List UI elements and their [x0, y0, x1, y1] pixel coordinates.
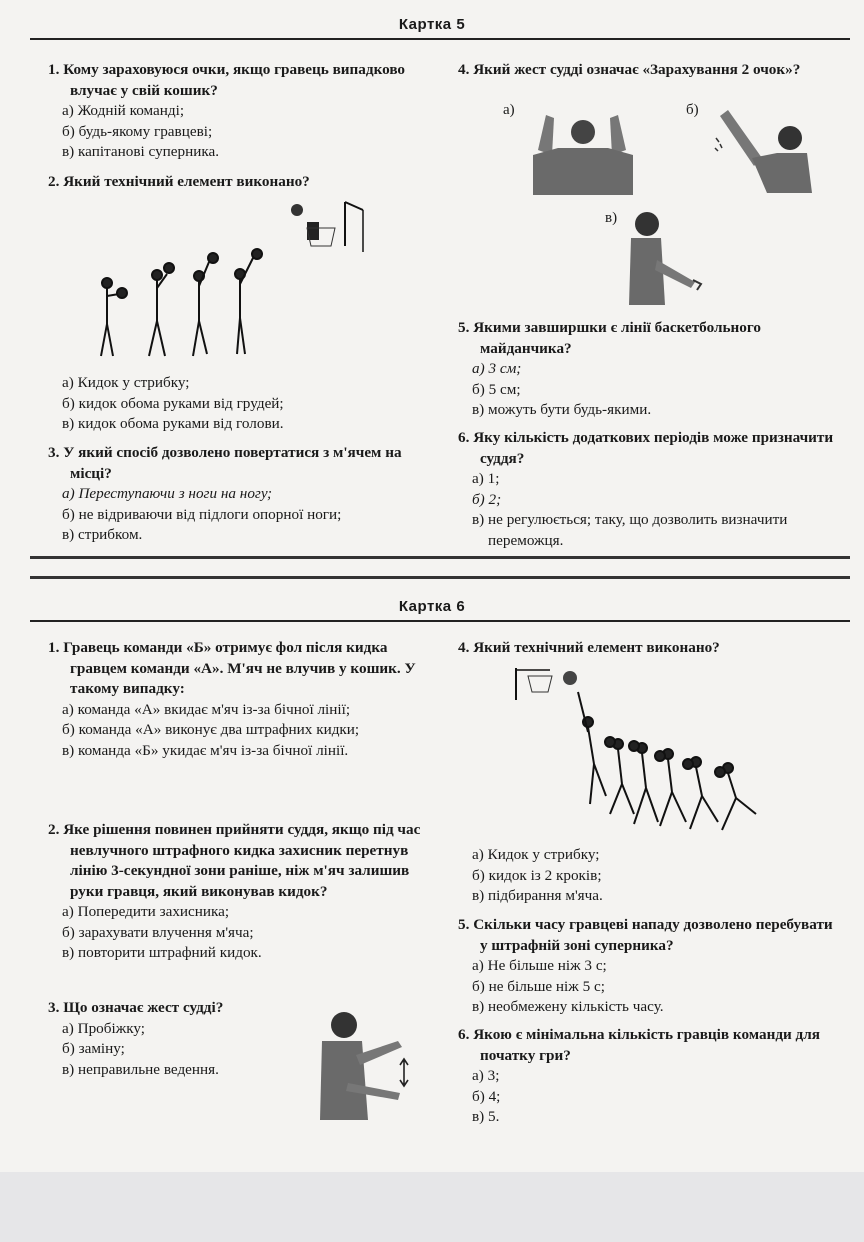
option-a: а) 1;: [472, 470, 500, 487]
option-c: в) капітанові суперника.: [62, 143, 220, 160]
question-text: 1. Гравець команди «Б» отримує фол після кидка гравцем команди «А». М'яч не влучив у кошик. У такому випадку:: [48, 639, 416, 697]
option-a: а) Кидок у стрибку;: [472, 846, 600, 863]
option-b: б) зарахувати влучення м'яча;: [62, 923, 254, 941]
question-text: 4. Який технічний елемент виконано?: [458, 639, 720, 656]
option-c: в) повторити штрафний кидок.: [62, 944, 262, 961]
option-a: а) Кидок у стрибку;: [62, 374, 190, 391]
card5-question-4: [458, 60, 843, 81]
option-a: а) команда «А» вкидає м'яч із-за бічної лінії;: [62, 700, 351, 718]
card-separator-bottom: [30, 576, 850, 579]
jump-shot-sequence-figure: [95, 196, 375, 371]
option-a: а) Не більше ніж 3 с;: [472, 957, 607, 974]
card6-question-5: [458, 915, 843, 1018]
option-b: б) не більше ніж 5 с;: [472, 977, 605, 995]
card5-question-3: [48, 443, 428, 546]
referee-gesture-b-figure: [712, 108, 817, 193]
card6-question-1: [48, 638, 428, 761]
option-a: а) Попередити захисника;: [62, 903, 230, 920]
option-a: а) Жодній команді;: [62, 102, 185, 119]
referee-gesture-figure: [318, 1005, 418, 1120]
gesture-label-c: в): [605, 210, 618, 226]
card-separator-top: [30, 556, 850, 559]
option-b: б) заміну;: [62, 1040, 125, 1057]
card6-question-2: [48, 820, 428, 964]
question-text: 2. Який технічний елемент виконано?: [48, 173, 310, 190]
question-text: 3. У який спосіб дозволено повертатися з м'ячем на місці?: [48, 444, 402, 482]
card6-question-6: [458, 1025, 843, 1128]
option-b: б) 4;: [472, 1087, 501, 1105]
option-a: а) Пробіжку;: [62, 1019, 145, 1037]
option-c: в) стрибком.: [62, 526, 143, 543]
option-c: в) кидок обома руками від голови.: [62, 415, 284, 432]
option-b: б) команда «А» виконує два штрафних кидки;: [62, 721, 360, 738]
card6-title: Картка 6: [398, 598, 466, 615]
option-c: в) 5.: [472, 1108, 500, 1125]
card5-title: Картка 5: [398, 16, 466, 33]
option-b: б) 2;: [472, 490, 502, 508]
option-a: а) Переступаючи з ноги на ногу;: [62, 485, 273, 502]
card6-question-3: [48, 998, 298, 1080]
referee-gesture-a-figure: [528, 110, 638, 195]
card6-top-rule: [30, 620, 850, 622]
gesture-label-b: б): [686, 102, 699, 118]
question-text: 5. Скільки часу гравцеві нападу дозволено перебувати у штрафній зоні суперника?: [458, 916, 833, 954]
layup-sequence-figure: [510, 664, 775, 836]
card5-question-2-options: [48, 373, 428, 435]
card5-question-5: [458, 318, 843, 421]
question-text: 6. Яку кількість додаткових періодів може призначити суддя?: [458, 429, 834, 467]
option-c: в) підбирання м'яча.: [472, 887, 603, 904]
option-b: б) 5 см;: [472, 380, 521, 398]
option-a: а) 3 см;: [472, 360, 522, 377]
card5-question-2: [48, 172, 428, 193]
option-c: в) необмежену кількість часу.: [472, 998, 664, 1015]
option-b: б) не відриваючи від підлоги опорної ноги;: [62, 505, 342, 523]
question-text: 5. Якими завширшки є лінії баскетбольного майданчика?: [458, 319, 761, 357]
option-a: а) 3;: [472, 1067, 500, 1084]
option-b: б) будь-якому гравцеві;: [62, 122, 213, 140]
option-c: в) не регулюється; таку, що дозволить визначити переможця.: [472, 511, 788, 549]
question-text: 6. Якою є мінімальна кількість гравців команди для початку гри?: [458, 1026, 820, 1064]
question-text: 2. Яке рішення повинен прийняти суддя, якщо під час невлучного штрафного кидка захисник перетнув лінію 3-секундної зони раніше, ніж м'яч залишив руки гравця, який виконував кидок?: [48, 821, 421, 900]
option-c: в) неправильне ведення.: [62, 1060, 219, 1078]
gesture-label-a: а): [503, 102, 515, 118]
card5-question-1: [48, 60, 428, 163]
card5-top-rule: [30, 38, 850, 40]
card6-question-4: [458, 638, 843, 659]
option-b: б) кидок обома руками від грудей;: [62, 394, 284, 412]
question-text: 3. Що означає жест судді?: [48, 999, 224, 1016]
card6-question-4-options: [458, 845, 843, 907]
question-text: 4. Який жест судді означає «Зарахування 2 очок»?: [458, 61, 801, 78]
option-c: в) команда «Б» укидає м'яч із-за бічної лінії.: [62, 741, 349, 759]
option-c: в) можуть бути будь-якими.: [472, 401, 652, 418]
question-text: 1. Кому зараховуюся очки, якщо гравець випадково влучає у свій кошик?: [48, 61, 406, 99]
option-b: б) кидок із 2 кроків;: [472, 866, 602, 884]
referee-gesture-c-figure: [625, 210, 710, 305]
card5-question-6: [458, 428, 843, 551]
bottom-margin-area: [0, 1172, 864, 1242]
